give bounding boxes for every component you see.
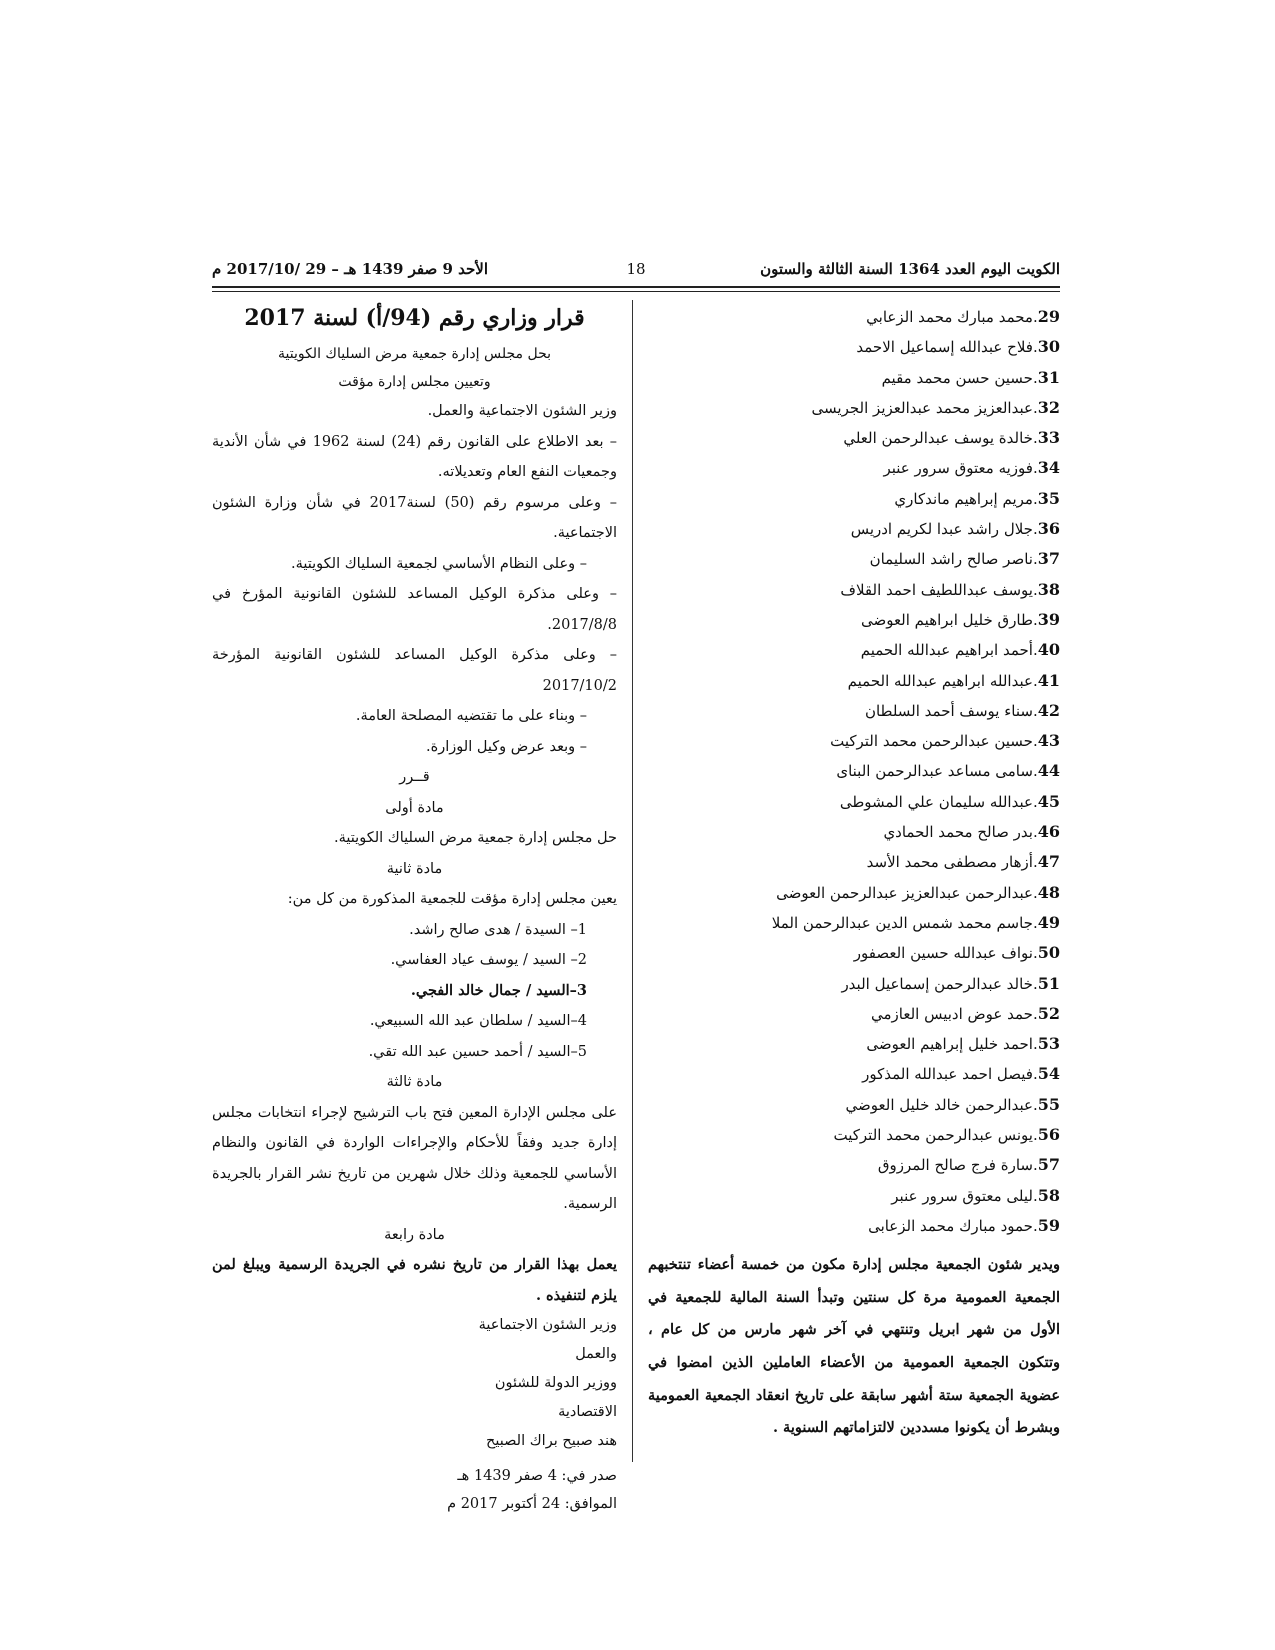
article-1-heading: مادة أولى [385, 799, 444, 816]
member-separator: . [1032, 641, 1038, 660]
member-list-item [648, 999, 1060, 1029]
signature-line: وزير الشئون الاجتماعية والعمل [478, 1317, 617, 1362]
member-list-item [648, 484, 1060, 514]
signature-line: ووزير الدولة للشئون الاقتصادية [494, 1375, 617, 1420]
member-name: حسين عبدالرحمن محمد التركيت [830, 732, 1033, 751]
member-name: عبدالله سليمان علي المشوطى [839, 792, 1033, 811]
member-number: 51 [1037, 973, 1060, 993]
appointee-item: 1– السيدة / هدى صالح راشد. [409, 921, 587, 938]
member-list-item [648, 666, 1060, 696]
member-name: سارة فرج صالح المرزوق [877, 1156, 1033, 1175]
member-list-item [648, 635, 1060, 665]
member-name: عبدالله ابراهيم عبدالله الحميم [847, 671, 1033, 690]
member-number: 59 [1037, 1215, 1060, 1235]
member-list-item [648, 1090, 1060, 1120]
member-separator: . [1032, 853, 1038, 872]
member-separator: . [1032, 1156, 1038, 1175]
preamble-item: – وبناء على ما تقتضيه المصلحة العامة. [355, 708, 587, 724]
member-list-item [648, 878, 1060, 908]
header-rule-thin [212, 291, 1060, 292]
member-name: فيصل احمد عبدالله المذكور [862, 1065, 1033, 1084]
page-number: 18 [626, 260, 646, 278]
page-header [212, 258, 1060, 284]
signature-name: هند صبيح براك الصبيح [485, 1433, 617, 1449]
article-3-text: على مجلس الإدارة المعين فتح باب الترشيح لإجراء انتخابات مجلس إدارة جديد وفقاً للأحكام والإجراءات الواردة في القانون والنظام الأساسي للجمعية وذلك خلال شهرين من تاريخ نشر القرار بالجريدة الرسمية. [212, 1104, 617, 1212]
preamble-item: – وعلى مرسوم رقم (50) لسنة2017 في شأن وزارة الشئون الاجتماعية. [212, 494, 617, 541]
member-name: حمود مبارك محمد الزعابى [868, 1216, 1033, 1235]
member-name: جلال راشد عبدا لكريم ادريس [850, 520, 1033, 539]
member-separator: . [1032, 1065, 1038, 1084]
preamble-item: – وعلى مذكرة الوكيل المساعد للشئون القانونية المؤرخة 2017/10/2 [212, 647, 617, 694]
member-list-item [648, 1059, 1060, 1089]
member-name: خالدة يوسف عبدالرحمن العلي [843, 429, 1033, 448]
member-name: فوزيه معتوق سرور عنبر [883, 459, 1033, 478]
member-list-item [648, 423, 1060, 453]
member-number: 47 [1037, 852, 1060, 872]
member-list-item [648, 1150, 1060, 1180]
member-name: ليلى معتوق سرور عنبر [891, 1186, 1033, 1205]
member-separator: . [1032, 762, 1038, 781]
member-number: 54 [1037, 1064, 1060, 1084]
member-separator: . [1032, 459, 1038, 478]
appointee-item: 3–السيد / جمال خالد الفجي. [410, 981, 587, 999]
article-2-intro: يعين مجلس إدارة مؤقت للجمعية المذكورة من كل من: [287, 891, 617, 907]
member-number: 43 [1037, 731, 1060, 751]
article-2-heading: مادة ثانية [386, 860, 443, 877]
member-number: 37 [1037, 549, 1060, 569]
member-name: عبدالرحمن خالد خليل العوضي [845, 1095, 1033, 1114]
member-name: محمد مبارك محمد الزعابي [866, 308, 1033, 326]
member-name: حمد عوض ادبيس العازمي [871, 1004, 1033, 1023]
member-separator: . [1032, 1186, 1038, 1205]
appointee-item: 5–السيد / أحمد حسين عبد الله تقي. [368, 1043, 587, 1060]
member-name: احمد خليل إبراهيم العوضى [866, 1035, 1033, 1054]
appointee-item: 2– السيد / يوسف عياد العفاسي. [390, 952, 587, 968]
preamble-item: – بعد الاطلاع على القانون رقم (24) لسنة 1962 في شأن الأندية وجمعيات النفع العام وتعديلاته. [212, 433, 617, 480]
member-separator: . [1032, 944, 1038, 963]
member-list-item [648, 453, 1060, 483]
member-number: 52 [1037, 1003, 1060, 1023]
member-list-item [648, 756, 1060, 786]
member-separator: . [1032, 429, 1038, 448]
member-number: 48 [1037, 882, 1060, 902]
member-number: 33 [1037, 428, 1060, 448]
member-number: 34 [1037, 458, 1060, 478]
member-name: حسين حسن محمد مقيم [881, 368, 1033, 387]
article-3-heading: مادة ثالثة [386, 1074, 443, 1090]
member-separator: . [1032, 550, 1038, 569]
member-list-item [648, 726, 1060, 756]
member-separator: . [1032, 368, 1038, 387]
member-list-item [648, 969, 1060, 999]
member-number: 41 [1037, 670, 1060, 690]
member-list-item [648, 575, 1060, 605]
member-separator: . [1032, 520, 1038, 539]
decree-subtitle-2: وتعيين مجلس إدارة مؤقت [338, 374, 491, 390]
decree-subtitle-1: بحل مجلس إدارة جمعية مرض السلياك الكويتية [277, 346, 552, 362]
preamble-item: – وعلى مذكرة الوكيل المساعد للشئون القانونية المؤرخ في 2017/8/8. [212, 586, 617, 633]
member-name: يوسف عبداللطيف احمد القلاف [840, 580, 1033, 599]
member-number: 31 [1037, 367, 1060, 387]
issue-date-block [212, 1462, 617, 1518]
member-list-item [648, 847, 1060, 877]
member-number: 55 [1037, 1094, 1060, 1114]
member-list-item [648, 514, 1060, 544]
preamble-item: – وعلى النظام الأساسي لجمعية السلياك الكويتية. [290, 555, 587, 572]
member-number: 58 [1037, 1185, 1060, 1205]
member-number: 49 [1037, 912, 1060, 932]
member-separator: . [1032, 1035, 1038, 1054]
member-separator: . [1032, 792, 1038, 811]
member-number: 44 [1037, 761, 1060, 781]
member-list-item [648, 817, 1060, 847]
preamble-item: – وبعد عرض وكيل الوزارة. [426, 738, 587, 755]
member-name: ناصر صالح راشد السليمان [869, 550, 1033, 569]
member-separator: . [1032, 338, 1038, 357]
member-list-item [648, 302, 1060, 332]
decree-title: قرار وزاري رقم (94/أ) لسنة 2017 [244, 305, 585, 331]
member-list-item [648, 1181, 1060, 1211]
member-number: 53 [1037, 1034, 1060, 1054]
member-list-item [648, 787, 1060, 817]
member-separator: . [1032, 823, 1038, 842]
member-name: سناء يوسف أحمد السلطان [864, 701, 1033, 720]
member-name: أزهار مصطفى محمد الأسد [866, 853, 1033, 872]
member-name: يونس عبدالرحمن محمد التركيت [833, 1126, 1033, 1145]
member-number: 50 [1037, 943, 1060, 963]
member-name: بدر صالح محمد الحمادي [883, 823, 1033, 842]
member-number: 35 [1037, 488, 1060, 508]
article-4-heading: مادة رابعة [384, 1226, 445, 1243]
member-list-item [648, 544, 1060, 574]
member-number: 29 [1037, 307, 1060, 326]
member-list-item [648, 1029, 1060, 1059]
decided-heading: قــرر [399, 769, 430, 785]
article-4-text: يعمل بهذا القرار من تاريخ نشره في الجريدة الرسمية ويبلغ لمن يلزم لتنفيذه . [212, 1256, 617, 1304]
member-separator: . [1032, 671, 1038, 690]
member-number: 56 [1037, 1125, 1060, 1145]
member-name: نواف عبدالله حسين العصفور [853, 944, 1033, 963]
appointee-item: 4–السيد / سلطان عبد الله السبيعي. [369, 1013, 587, 1029]
member-list-item [648, 908, 1060, 938]
member-number: 32 [1037, 397, 1060, 417]
member-number: 57 [1037, 1155, 1060, 1175]
member-separator: . [1032, 1004, 1038, 1023]
member-name: جاسم محمد شمس الدين عبدالرحمن الملا [771, 913, 1033, 932]
member-separator: . [1032, 610, 1038, 629]
member-separator: . [1032, 398, 1038, 417]
issued-date: صدر في: 4 صفر 1439 هـ [457, 1468, 617, 1484]
member-name: فلاح عبدالله إسماعيل الاحمد [856, 338, 1033, 357]
member-separator: . [1032, 308, 1038, 326]
member-list-item [648, 332, 1060, 362]
member-number: 39 [1037, 609, 1060, 629]
member-separator: . [1032, 1216, 1038, 1235]
member-separator: . [1032, 580, 1038, 599]
member-list-item [648, 393, 1060, 423]
member-list-item [648, 1120, 1060, 1150]
member-number: 38 [1037, 579, 1060, 599]
member-separator: . [1032, 1095, 1038, 1114]
article-1-text: حل مجلس إدارة جمعية مرض السلياك الكويتية. [334, 830, 617, 846]
member-separator: . [1032, 489, 1038, 508]
member-number: 36 [1037, 519, 1060, 539]
header-rule-thick [212, 286, 1060, 288]
column-divider [632, 300, 633, 1462]
board-paragraph: ويدير شئون الجمعية مجلس إدارة مكون من خمسة أعضاء تنتخبهم الجمعية العمومية مرة كل سنتين وتبدأ السنة المالية للجمعية في الأول من شهر ابريل وتنتهي في آخر شهر مارس من كل عام ، وتتكون الجمعية العمومية من الأعضاء العاملين الذين امضوا في عضوية الجمعية ستة أشهر سابقة على تاريخ انعقاد الجمعية العمومية وبشرط أن يكونوا مسددين لالتزاماتهم السنوية . [648, 1256, 1060, 1437]
minister-line: وزير الشئون الاجتماعية والعمل. [427, 403, 617, 419]
member-number: 30 [1037, 337, 1060, 357]
member-name: سامى مساعد عبدالرحمن البناى [836, 762, 1033, 781]
decree-column [212, 302, 617, 1518]
member-number: 40 [1037, 640, 1060, 660]
members-column [648, 302, 1060, 1445]
member-name: عبدالرحمن عبدالعزيز عبدالرحمن العوضى [776, 883, 1033, 902]
member-name: مريم إبراهيم ماندكاري [894, 489, 1033, 508]
member-separator: . [1032, 1126, 1038, 1145]
member-list-item [648, 605, 1060, 635]
member-list-item [648, 696, 1060, 726]
header-date: الأحد 9 صفر 1439 هـ – 29 /2017/10 م [212, 260, 489, 278]
member-separator: . [1032, 913, 1038, 932]
member-list-item [648, 1211, 1060, 1241]
member-name: أحمد ابراهيم عبدالله الحميم [860, 641, 1033, 660]
member-separator: . [1032, 974, 1038, 993]
member-number: 42 [1037, 700, 1060, 720]
header-issue-info: الكويت اليوم العدد 1364 السنة الثالثة والستون [760, 260, 1060, 278]
member-name: عبدالعزيز محمد عبدالعزيز الجريسى [811, 398, 1033, 417]
corresponding-date: الموافق: 24 أكتوبر 2017 م [447, 1496, 617, 1512]
member-separator: . [1032, 732, 1038, 751]
member-separator: . [1032, 701, 1038, 720]
member-list-item [648, 938, 1060, 968]
members-list [648, 302, 1060, 1241]
member-number: 45 [1037, 791, 1060, 811]
member-name: خالد عبدالرحمن إسماعيل البدر [841, 974, 1033, 993]
member-number: 46 [1037, 822, 1060, 842]
signature-block [212, 1311, 617, 1456]
member-name: طارق خليل ابراهيم العوضى [860, 610, 1033, 629]
member-list-item [648, 363, 1060, 393]
member-separator: . [1032, 883, 1038, 902]
